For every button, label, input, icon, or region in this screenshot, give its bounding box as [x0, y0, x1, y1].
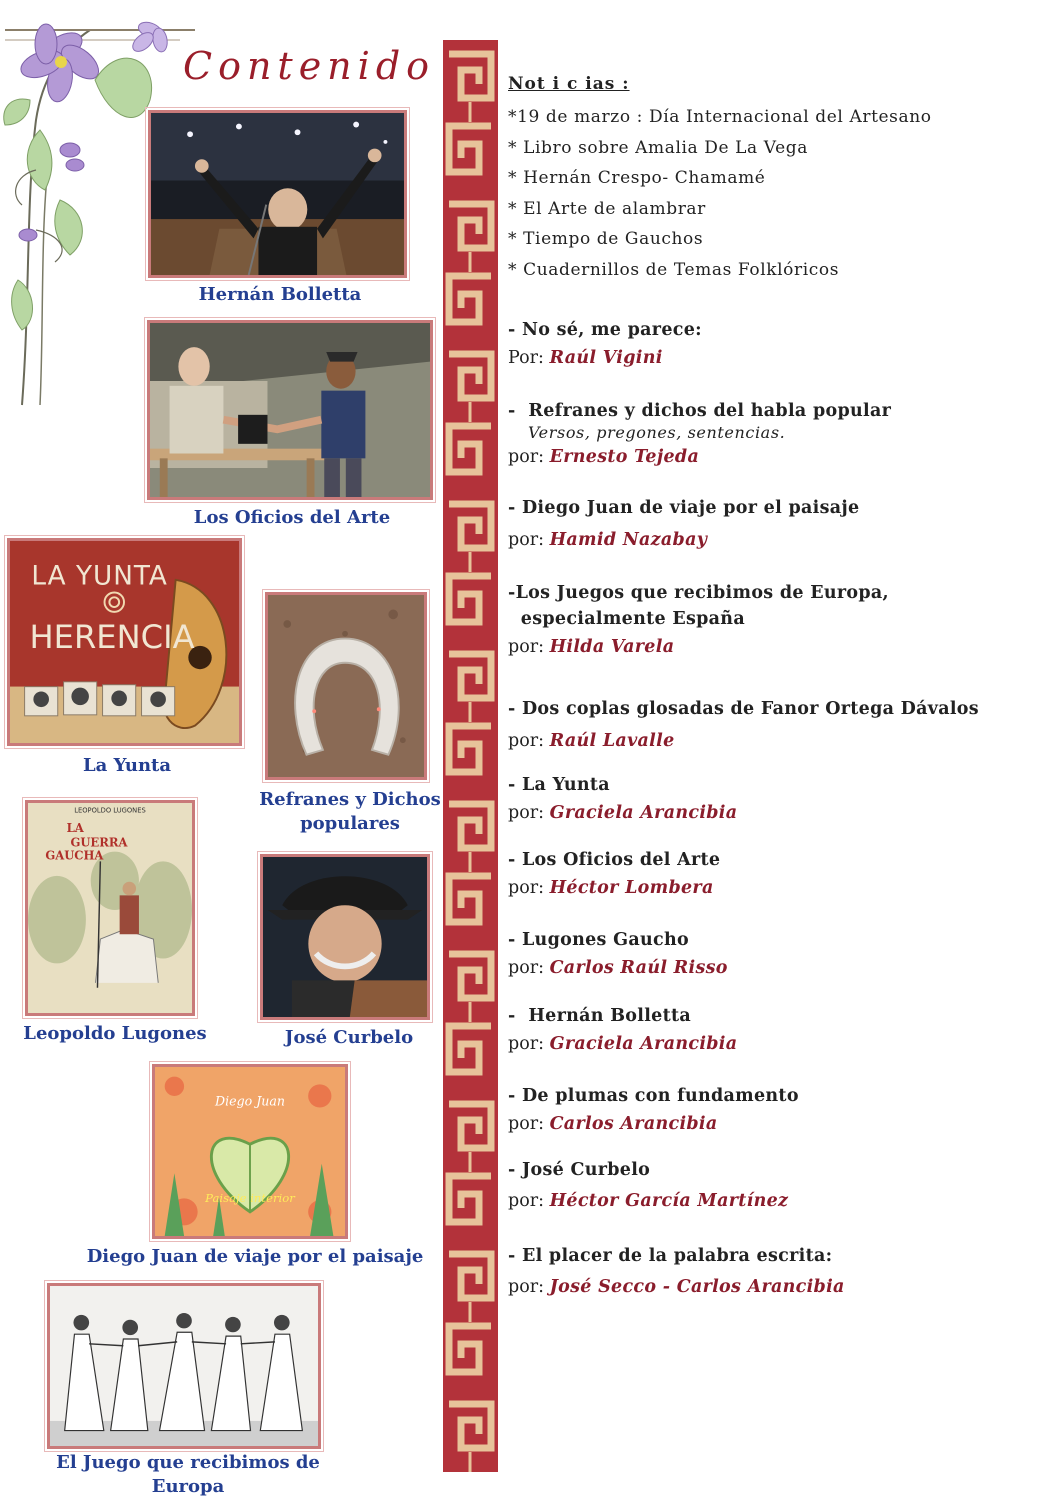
- article-byline: [508, 798, 1048, 828]
- woven-band-divider: [443, 40, 498, 1472]
- article-author: Graciela Arancibia: [549, 803, 738, 823]
- cover-diego-juan-line1: Diego Juan: [215, 1093, 285, 1109]
- cover-la-yunta: [7, 538, 242, 746]
- article-entry: [508, 398, 1048, 472]
- cover-title-line1: LA: [66, 821, 84, 836]
- photo-horseshoe: [265, 592, 427, 780]
- cover-title-line2: GUERRA: [70, 835, 128, 850]
- article-entry: [508, 696, 1048, 756]
- news-heading: Not i c ias :: [508, 74, 630, 94]
- article-title: - Diego Juan de viaje por el paisaje: [508, 498, 860, 518]
- caption-la-yunta: La Yunta: [82, 755, 172, 776]
- cover-diego-juan: [152, 1064, 348, 1239]
- byline-label: por:: [508, 530, 544, 550]
- byline-label: por:: [508, 803, 544, 823]
- article-byline: [508, 343, 1048, 373]
- article-author: Ernesto Tejeda: [549, 447, 700, 467]
- article-entry: [508, 317, 1048, 373]
- article-title: - El placer de la palabra escrita:: [508, 1246, 833, 1266]
- caption-los-oficios-del-arte: Los Oficios del Arte: [193, 507, 391, 528]
- article-author: Carlos Arancibia: [549, 1114, 718, 1134]
- article-title: - Dos coplas glosadas de Fanor Ortega Dávalos: [508, 699, 979, 719]
- article-byline: [508, 726, 1048, 756]
- byline-label: Por:: [508, 348, 544, 368]
- byline-label: por:: [508, 878, 544, 898]
- engraving-europa-dance: [47, 1283, 321, 1449]
- cover-author: LEOPOLDO LUGONES: [74, 806, 146, 815]
- article-entry: [508, 1157, 1048, 1216]
- news-item: *19 de marzo : Día Internacional del Artesano: [508, 107, 932, 127]
- article-title: - No sé, me parece:: [508, 320, 702, 340]
- article-title: - Lugones Gaucho: [508, 930, 689, 950]
- cover-la-yunta-line1: LA YUNTA: [31, 561, 168, 592]
- caption-diego-juan: Diego Juan de viaje por el paisaje: [86, 1246, 424, 1267]
- article-subtitle: Versos, pregones, sentencias.: [528, 423, 786, 442]
- article-byline: [508, 1272, 1048, 1302]
- article-byline: [508, 953, 1048, 983]
- byline-label: por:: [508, 958, 544, 978]
- caption-europa: El Juego que recibimos de Europa: [56, 1452, 320, 1497]
- article-entry: [508, 772, 1048, 828]
- cover-la-guerra-gaucha: [25, 800, 195, 1016]
- cover-la-yunta-line2: HERENCIA: [29, 617, 195, 656]
- article-title: - José Curbelo: [508, 1160, 651, 1180]
- article-author: Héctor Lombera: [549, 878, 714, 898]
- news-item: * Libro sobre Amalia De La Vega: [508, 137, 808, 158]
- article-entry: [508, 495, 1048, 555]
- article-entry: [508, 847, 1048, 903]
- article-title: - La Yunta: [508, 775, 610, 795]
- caption-refranes-dichos: Refranes y Dichos populares: [259, 789, 441, 834]
- page-title: Contenido: [183, 44, 436, 88]
- article-entry: [508, 1083, 1048, 1139]
- photo-hernan-bolletta: [148, 110, 407, 278]
- article-entry: [508, 1243, 1048, 1302]
- article-author: Raúl Lavalle: [549, 731, 675, 751]
- article-title: - De plumas con fundamento: [508, 1086, 799, 1106]
- article-byline: [508, 442, 1048, 472]
- byline-label: por:: [508, 1277, 544, 1297]
- byline-label: por:: [508, 1191, 544, 1211]
- news-item: * Hernán Crespo- Chamamé: [508, 168, 766, 188]
- article-author: Hilda Varela: [549, 637, 675, 657]
- article-byline: [508, 632, 1048, 662]
- caption-leopoldo-lugones: Leopoldo Lugones: [23, 1023, 207, 1044]
- article-title: - Hernán Bolletta: [508, 1006, 692, 1026]
- byline-label: por:: [508, 1034, 544, 1054]
- article-author: Raúl Vigini: [549, 348, 663, 368]
- article-byline: [508, 525, 1048, 555]
- article-title: -Los Juegos que recibimos de Europa, especialmente España: [508, 583, 889, 629]
- cover-diego-juan-line2: Paisaje interior: [205, 1191, 295, 1206]
- article-author: Hamid Nazabay: [549, 530, 708, 550]
- article-title: - Los Oficios del Arte: [508, 850, 721, 870]
- news-item: * El Arte de alambrar: [508, 198, 706, 219]
- article-author: José Secco - Carlos Arancibia: [549, 1277, 845, 1297]
- caption-hernan-bolletta: Hernán Bolletta: [198, 284, 362, 305]
- caption-jose-curbelo: José Curbelo: [284, 1027, 414, 1048]
- photo-los-oficios-del-arte: [147, 320, 433, 500]
- article-entry: [508, 580, 1048, 662]
- article-byline: [508, 1109, 1048, 1139]
- article-author: Héctor García Martínez: [549, 1191, 789, 1211]
- article-byline: [508, 1029, 1048, 1059]
- news-item: * Cuadernillos de Temas Folklóricos: [508, 259, 840, 280]
- byline-label: por:: [508, 731, 544, 751]
- byline-label: por:: [508, 637, 544, 657]
- article-entry: [508, 1003, 1048, 1059]
- article-entry: [508, 927, 1048, 983]
- article-byline: [508, 873, 1048, 903]
- article-author: Carlos Raúl Risso: [549, 958, 728, 978]
- article-title: - Refranes y dichos del habla popular: [508, 401, 892, 421]
- article-author: Graciela Arancibia: [549, 1034, 738, 1054]
- cover-title-line3: GAUCHA: [45, 848, 104, 863]
- news-item: * Tiempo de Gauchos: [508, 229, 704, 249]
- article-byline: [508, 1186, 1048, 1216]
- photo-jose-curbelo: [260, 854, 430, 1020]
- contents-list: [508, 70, 1048, 1297]
- byline-label: por:: [508, 447, 544, 467]
- byline-label: por:: [508, 1114, 544, 1134]
- news-list: [508, 102, 1048, 285]
